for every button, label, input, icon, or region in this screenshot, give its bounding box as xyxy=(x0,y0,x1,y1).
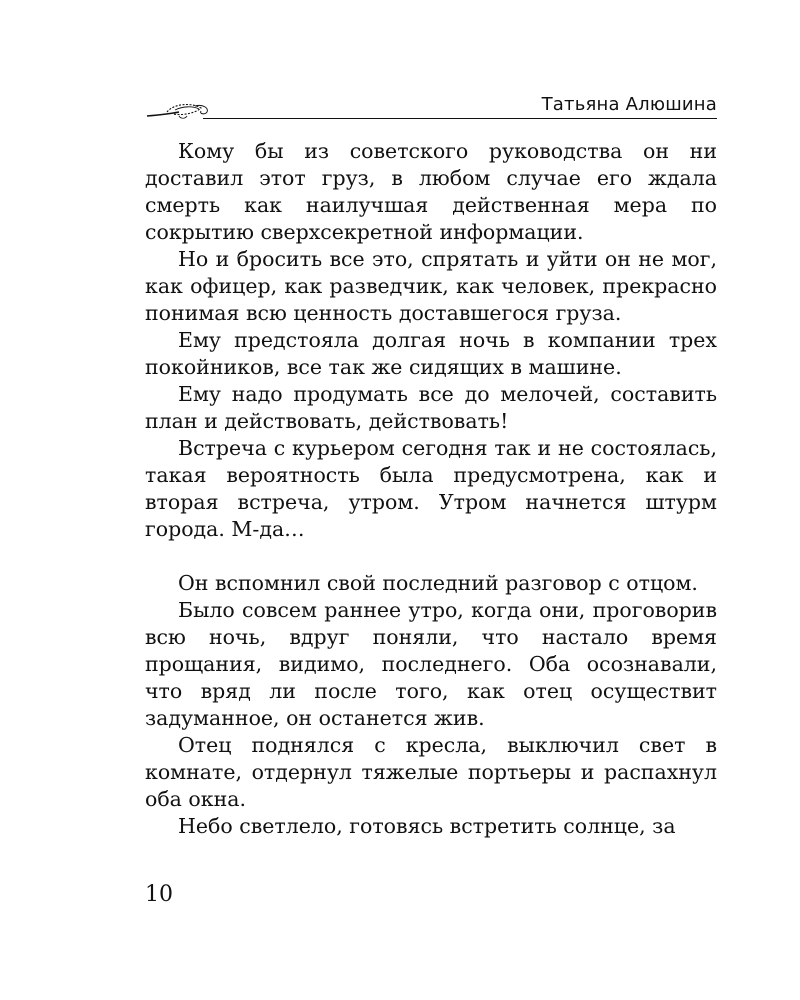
header-rule xyxy=(203,118,717,120)
paragraph: Кому бы из советского руководства он ни доставил этот груз, в любом случае его ждала смерть как наилучшая действенная мера по сокрытию сверхсекретной информации. xyxy=(145,139,717,244)
running-head-author: Татьяна Алюшина xyxy=(541,94,717,115)
paragraph: Он вспомнил свой последний разговор с отцом. xyxy=(178,571,698,595)
page-number: 10 xyxy=(145,882,173,907)
paragraph: Ему надо продумать все до мелочей, составить план и действовать, действовать! xyxy=(145,382,717,433)
paragraph: Ему предстояла долгая ночь в компании трех покойников, все так же сидящих в машине. xyxy=(145,328,717,379)
paragraph: Отец поднялся с кресла, выключил свет в комнате, отдернул тяжелые портьеры и распахнул оба окна. xyxy=(145,733,717,811)
paragraph: Было совсем раннее утро, когда они, проговорив всю ночь, вдруг поняли, что настало время прощания, видимо, последнего. Оба осознавали, что вряд ли после того, как отец осуществит задуманное, он останется жив. xyxy=(145,598,717,730)
page-header xyxy=(145,92,717,122)
paragraph: Но и бросить все это, спрятать и уйти он не мог, как офицер, как разведчик, как человек, прекрасно понимая всю ценность доставшегося груза. xyxy=(145,247,717,325)
paragraph: Встреча с курьером сегодня так и не состоялась, такая вероятность была предусмотрена, как и вторая встреча, утром. Утром начнется штурм города. М-да… xyxy=(145,436,717,541)
paragraph: Небо светлело, готовясь встретить солнце, за xyxy=(178,814,676,838)
body-text xyxy=(145,138,717,840)
